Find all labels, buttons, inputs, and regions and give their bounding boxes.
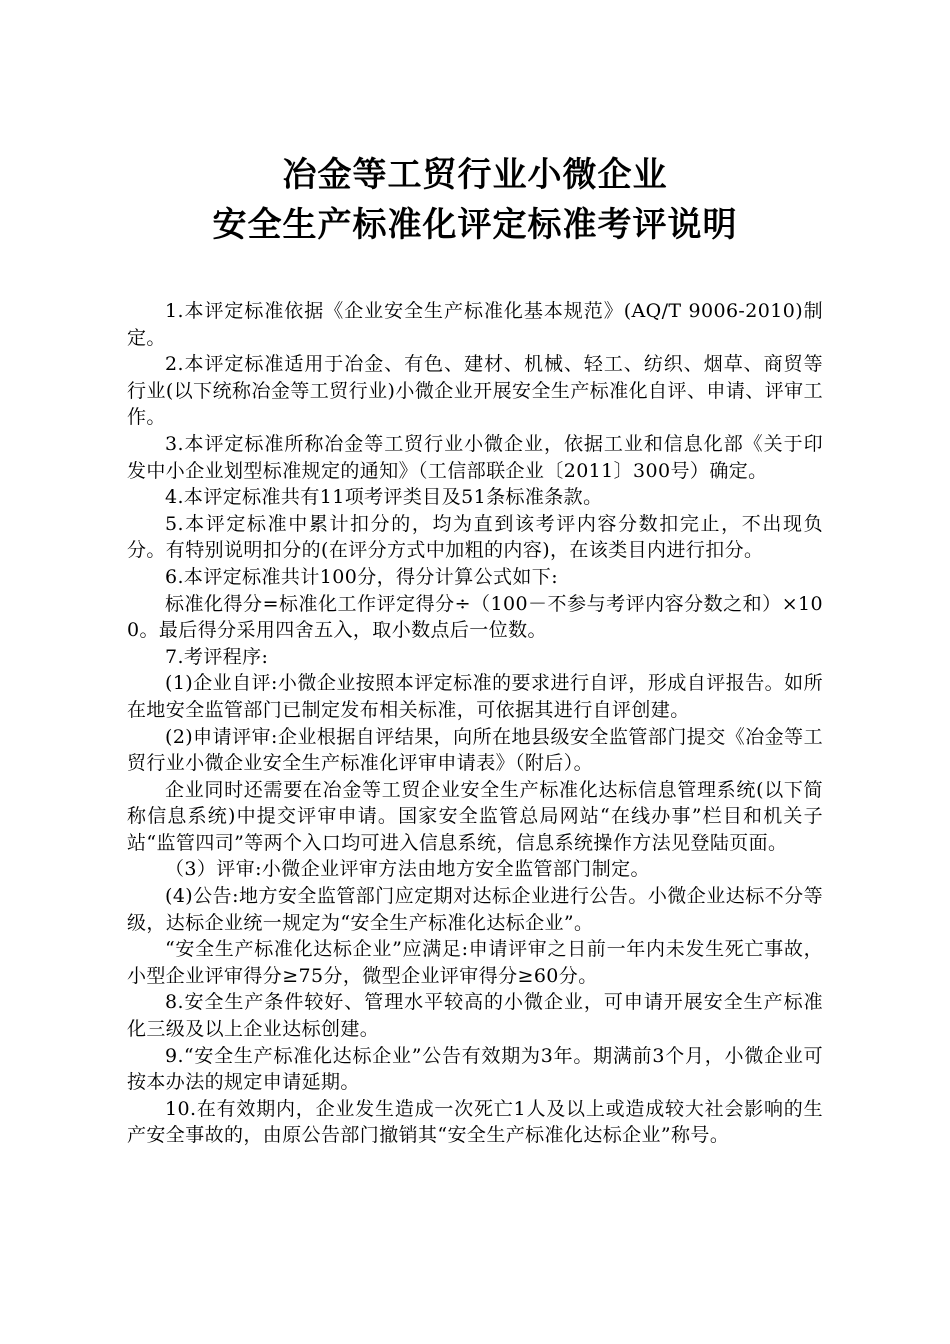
qualification-conditions: “安全生产标准化达标企业”应满足:申请评审之日前一年内未发生死亡事故，小型企业评审得分≥75分，微型企业评审得分≥60分。	[127, 938, 823, 987]
procedure-self-assessment: (1)企业自评:小微企业按照本评定标准的要求进行自评，形成自评报告。如所在地安全监管部门已制定发布相关标准，可依据其进行自评创建。	[127, 672, 823, 721]
paragraph-7: 7.考评程序:	[165, 645, 269, 668]
procedure-announcement: (4)公告:地方安全监管部门应定期对达标企业进行公告。小微企业达标不分等级，达标企业统一规定为“安全生产标准化达标企业”。	[127, 885, 823, 934]
document-title	[127, 150, 823, 250]
procedure-online-submission: 企业同时还需要在冶金等工贸企业安全生产标准化达标信息管理系统(以下简称信息系统)中提交评审申请。国家安全监管总局网站“在线办事”栏目和机关子站“监管四司”等两个入口均可进入信息系统，信息系统操作方法见登陆页面。	[127, 778, 823, 854]
paragraph-6: 6.本评定标准共计100分，得分计算公式如下:	[165, 565, 558, 588]
title-line-1: 冶金等工贸行业小微企业	[282, 155, 668, 195]
paragraph-2: 2.本评定标准适用于冶金、有色、建材、机械、轻工、纺织、烟草、商贸等行业(以下统称冶金等工贸行业)小微企业开展安全生产标准化自评、申请、评审工作。	[127, 353, 823, 429]
document-page	[127, 150, 823, 1149]
paragraph-3: 3.本评定标准所称冶金等工贸行业小微企业，依据工业和信息化部《关于印发中小企业划型标准规定的通知》（工信部联企业〔2011〕300号）确定。	[127, 432, 823, 482]
procedure-review: （3）评审:小微企业评审方法由地方安全监管部门制定。	[165, 858, 650, 881]
procedure-apply-review: (2)申请评审:企业根据自评结果，向所在地县级安全监管部门提交《冶金等工贸行业小微企业安全生产标准化评审申请表》（附后）。	[127, 725, 823, 775]
paragraph-9: 9.“安全生产标准化达标企业”公告有效期为3年。期满前3个月，小微企业可按本办法的规定申请延期。	[127, 1044, 823, 1094]
document-body	[127, 298, 823, 1149]
paragraph-4: 4.本评定标准共有11项考评类目及51条标准条款。	[165, 486, 603, 509]
paragraph-10: 10.在有效期内，企业发生造成一次死亡1人及以上或造成较大社会影响的生产安全事故的，由原公告部门撤销其“安全生产标准化达标企业”称号。	[127, 1097, 823, 1147]
title-line-2: 安全生产标准化评定标准考评说明	[212, 205, 738, 245]
paragraph-5: 5.本评定标准中累计扣分的，均为直到该考评内容分数扣完止，不出现负分。有特别说明扣分的(在评分方式中加粗的内容)，在该类目内进行扣分。	[127, 512, 823, 562]
paragraph-1: 1.本评定标准依据《企业安全生产标准化基本规范》(AQ/T 9006-2010)制定。	[127, 300, 823, 349]
score-formula: 标准化得分=标准化工作评定得分÷（100－不参与考评内容分数之和）×100。最后得分采用四舍五入，取小数点后一位数。	[127, 592, 823, 642]
paragraph-8: 8.安全生产条件较好、管理水平较高的小微企业，可申请开展安全生产标准化三级及以上企业达标创建。	[127, 991, 823, 1041]
